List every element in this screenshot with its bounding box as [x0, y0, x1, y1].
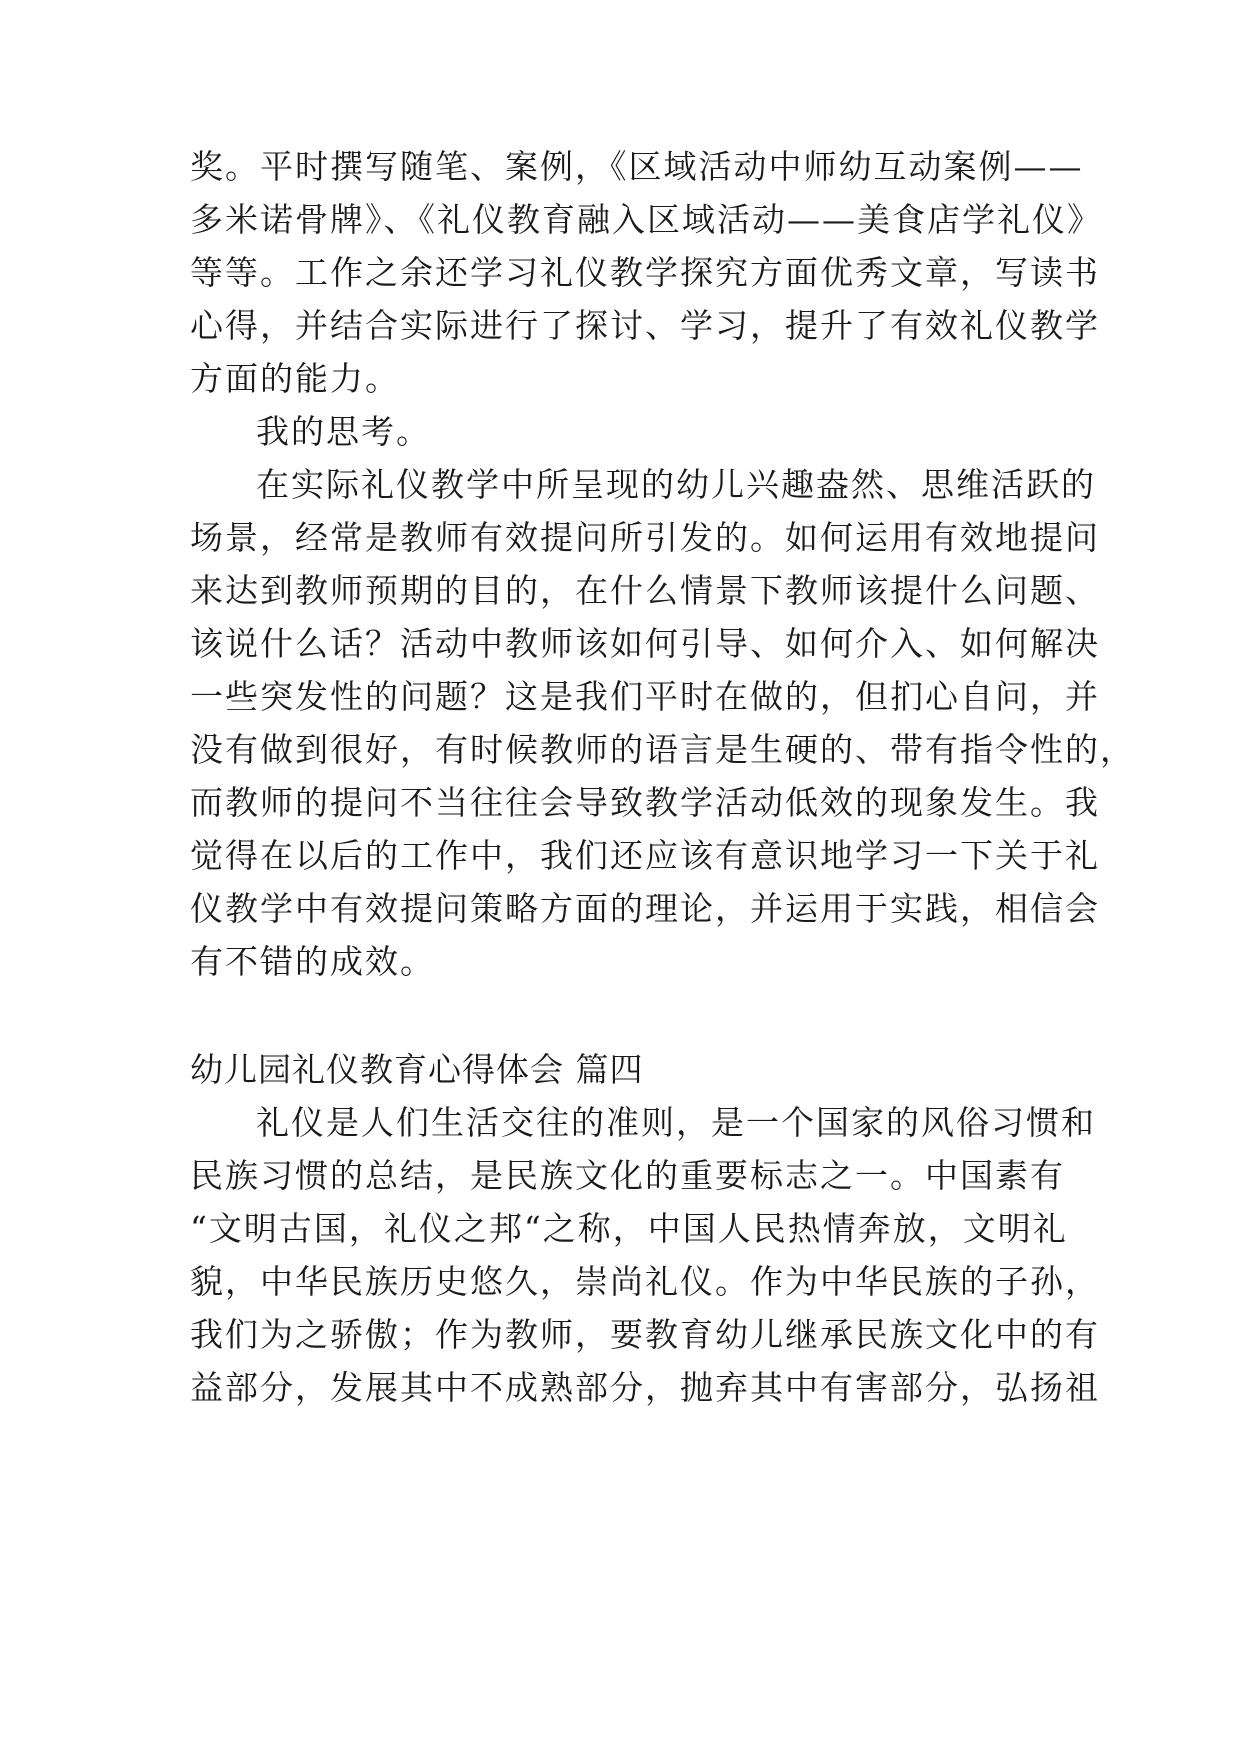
paragraph-line: 该说什么话？活动中教师该如何引导、如何介入、如何解决 — [190, 624, 1100, 663]
paragraph-line: 一些突发性的问题？这是我们平时在做的，但扪心自问，并 — [190, 677, 1100, 716]
paragraph-line: 方面的能力。 — [190, 359, 400, 398]
paragraph-line: 多米诺骨牌》、《礼仪教育融入区域活动——美食店学礼仪》 — [190, 200, 1102, 239]
paragraph-line: 来达到教师预期的目的，在什么情景下教师该提什么问题、 — [190, 571, 1100, 610]
paragraph-line: 有不错的成效。 — [190, 942, 435, 981]
paragraph-line: 没有做到很好，有时候教师的语言是生硬的、带有指令性的， — [190, 730, 1135, 769]
paragraph-line: 场景，经常是教师有效提问所引发的。如何运用有效地提问 — [190, 518, 1100, 557]
paragraph-line: 觉得在以后的工作中，我们还应该有意识地学习一下关于礼 — [190, 836, 1100, 875]
paragraph-line: 奖。平时撰写随笔、案例，《区域活动中师幼互动案例—— — [190, 147, 1084, 186]
paragraph-line: 礼仪是人们生活交往的准则，是一个国家的风俗习惯和 — [256, 1103, 1096, 1142]
paragraph-line: “文明古国，礼仪之邦“之称，中国人民热情奔放，文明礼 — [190, 1209, 1068, 1248]
paragraph-line: 益部分，发展其中不成熟部分，抛弃其中有害部分，弘扬祖 — [190, 1368, 1100, 1407]
paragraph-line: 貌，中华民族历史悠久，崇尚礼仪。作为中华民族的子孙， — [190, 1262, 1100, 1301]
paragraph-line: 仪教学中有效提问策略方面的理论，并运用于实践，相信会 — [190, 889, 1100, 928]
paragraph-line: 心得，并结合实际进行了探讨、学习，提升了有效礼仪教学 — [190, 306, 1100, 345]
section-heading: 幼儿园礼仪教育心得体会 篇四 — [190, 1050, 644, 1089]
reflection-title: 我的思考。 — [256, 412, 431, 451]
paragraph-line: 在实际礼仪教学中所呈现的幼儿兴趣盎然、思维活跃的 — [256, 465, 1096, 504]
paragraph-line: 而教师的提问不当往往会导致教学活动低效的现象发生。我 — [190, 783, 1100, 822]
paragraph-line: 我们为之骄傲；作为教师，要教育幼儿继承民族文化中的有 — [190, 1315, 1100, 1354]
paragraph-line: 等等。工作之余还学习礼仪教学探究方面优秀文章，写读书 — [190, 253, 1100, 292]
paragraph-line: 民族习惯的总结，是民族文化的重要标志之一。中国素有 — [190, 1156, 1065, 1195]
